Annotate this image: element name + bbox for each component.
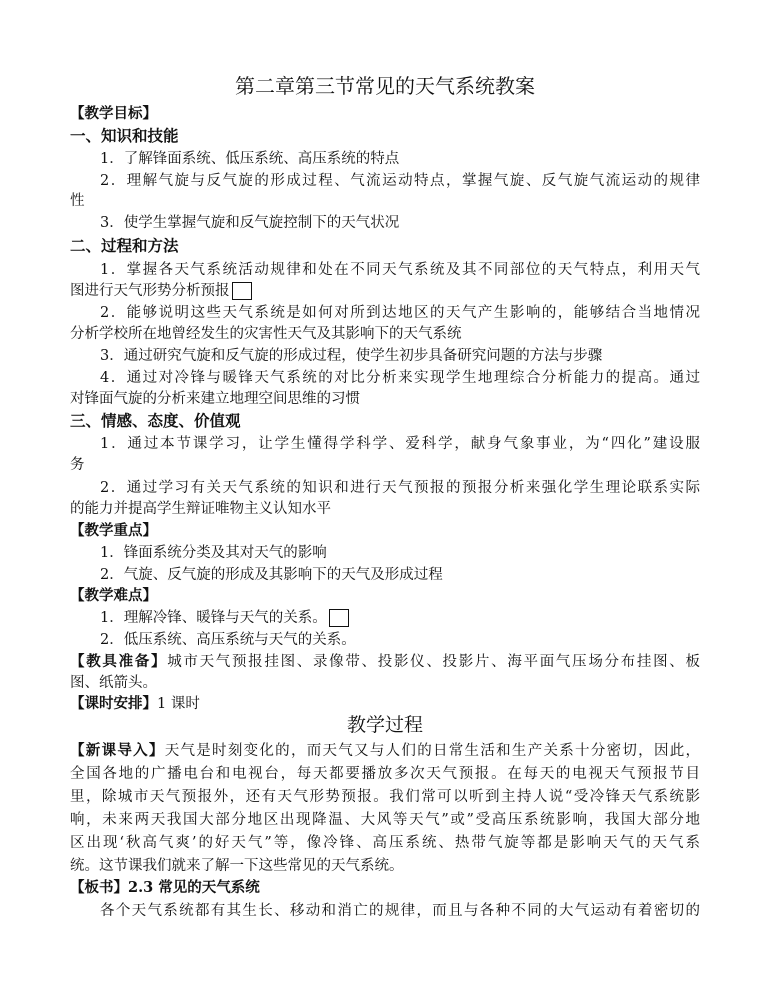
- objectives-label: 【教学目标】: [70, 105, 157, 122]
- values-heading: 三、情感、态度、价值观: [70, 412, 241, 430]
- intro-line-6: 统。这节课我们就来了解一下这些常见的天气系统。: [70, 858, 404, 874]
- knowledge-heading: 一、知识和技能: [70, 127, 179, 145]
- values-item-2a: 2．通过学习有关天气系统的知识和进行天气预报的预报分析来强化学生理论联系实际: [100, 480, 700, 496]
- key-point-1: 1．锋面系统分类及其对天气的影响: [100, 545, 327, 561]
- knowledge-item-3: 3．使学生掌握气旋和反气旋控制下的天气状况: [100, 215, 400, 231]
- knowledge-item-2a: 2．理解气旋与反气旋的形成过程、气流运动特点，掌握气旋、反气旋气流运动的规律: [100, 173, 700, 189]
- intro-line-3: 里，除城市天气预报外，还有天气形势预报。我们常可以听到主持人说“受冷锋天气系统影: [70, 789, 700, 805]
- process-item-4a: 4．通过对冷锋与暖锋天气系统的对比分析来实现学生地理综合分析能力的提高。通过: [100, 370, 700, 386]
- difficulty-1: 1．理解冷锋、暖锋与天气的关系。: [100, 608, 700, 628]
- process-item-2a: 2．能够说明这些天气系统是如何对所到达地区的天气产生影响的，能够结合当地情况: [100, 305, 700, 321]
- difficulty-2: 2．低压系统、高压系统与天气的关系。: [100, 632, 356, 648]
- intro-line-5: 区出现‘秋高气爽’的好天气”等，像冷锋、高压系统、热带气旋等都是影响天气的天气系: [70, 835, 700, 851]
- materials-line-1: 【教具准备】城市天气预报挂图、录像带、投影仪、投影片、海平面气压场分布挂图、板: [70, 653, 700, 670]
- values-item-1a: 1．通过本节课学习，让学生懂得学科学、爱科学，献身气象事业，为“四化”建设服: [100, 436, 700, 452]
- knowledge-item-2b: 性: [70, 193, 85, 209]
- process-item-3: 3．通过研究气旋和反气旋的形成过程，使学生初步具备研究问题的方法与步骤: [100, 348, 603, 364]
- blank-box: [329, 609, 349, 627]
- blank-box: [232, 282, 252, 300]
- process-title: 教学过程: [346, 714, 423, 736]
- knowledge-item-1: 1．了解锋面系统、低压系统、高压系统的特点: [100, 151, 400, 167]
- values-item-1b: 务: [70, 457, 85, 473]
- key-points-label: 【教学重点】: [70, 522, 157, 539]
- difficulties-label: 【教学难点】: [70, 587, 157, 604]
- materials-line-2: 图、纸箭头。: [70, 675, 157, 691]
- process-item-1a: 1．掌握各天气系统活动规律和处在不同天气系统及其不同部位的天气特点，利用天气: [100, 262, 700, 278]
- closing-line: 各个天气系统都有其生长、移动和消亡的规律，而且与各种不同的大气运动有着密切的: [100, 903, 700, 919]
- process-heading: 二、过程和方法: [70, 237, 179, 255]
- process-item-4b: 对锋面气旋的分析来建立地理空间思维的习惯: [70, 391, 360, 407]
- board-line: 【板书】2.3 常见的天气系统: [70, 879, 260, 896]
- intro-line-4: 响，未来两天我国大部分地区出现降温、大风等天气”或”受高压系统影响，我国大部分地: [70, 812, 700, 828]
- values-item-2b: 的能力并提高学生辩证唯物主义认知水平: [70, 501, 331, 517]
- intro-line-2: 全国各地的广播电台和电视台，每天都要播放多次天气预报。在每天的电视天气预报节目: [70, 766, 700, 782]
- intro-line-1: 【新课导入】天气是时刻变化的，而天气又与人们的日常生活和生产关系十分密切，因此，: [70, 742, 700, 759]
- document-title: 第二章第三节常见的天气系统教案: [235, 74, 535, 98]
- process-item-1b: 图进行天气形势分析预报: [70, 281, 700, 301]
- schedule-line: 【课时安排】1 课时: [70, 695, 200, 712]
- process-item-2b: 分析学校所在地曾经发生的灾害性天气及其影响下的天气系统: [70, 326, 462, 342]
- key-point-2: 2．气旋、反气旋的形成及其影响下的天气及形成过程: [100, 567, 443, 583]
